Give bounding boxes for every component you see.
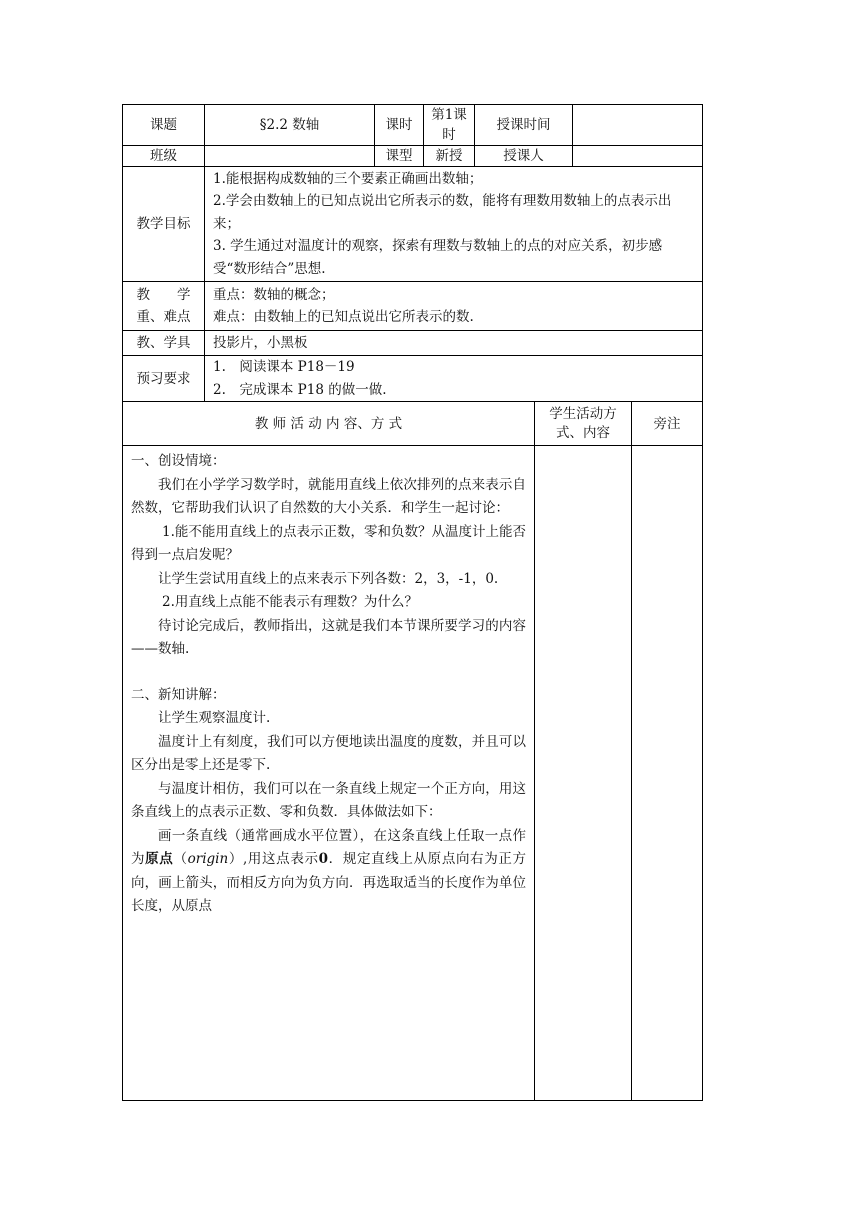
student-activity-content	[535, 446, 632, 1101]
teacher-activity-content	[123, 446, 535, 1101]
preview-item: 1. 阅读课本 P18－19	[213, 359, 355, 375]
objective-item: 2.学会由数轴上的已知点说出它所表示的数，能将有理数用数轴上的点表示出来；	[213, 193, 672, 232]
spacer	[131, 662, 526, 684]
objectives-content	[205, 167, 703, 282]
topic-value: §2.2 数轴	[205, 105, 375, 146]
objective-item: 1.能根据构成数轴的三个要素正确画出数轴；	[213, 170, 483, 187]
paragraph	[131, 825, 526, 919]
question: 2.用直线上点能不能表示有理数？为什么？	[162, 594, 418, 610]
note-content	[632, 446, 703, 1101]
term-zero: 0	[318, 851, 329, 867]
teacher-activity-header: 教 师 活 动 内 容、方 式	[123, 402, 535, 446]
paragraph: 让学生观察温度计.	[158, 710, 271, 726]
tools-label: 教、学具	[123, 331, 205, 356]
teach-time-value	[573, 105, 703, 146]
objectives-label: 教学目标	[123, 167, 205, 282]
text: ．规定直线上从原点向右为正方向，画上箭头，而相反方向为负方向．再选取适当的长度作为单位长度，从原点	[131, 851, 527, 914]
period-value: 第1课时	[424, 105, 475, 146]
question: 1.能不能用直线上的点表示正数，零和负数？从温度计上能否得到一点启发呢？	[131, 523, 526, 563]
key-points-label-line2: 重、难点	[136, 309, 191, 325]
paragraph: 待讨论完成后，教师指出，这就是我们本节课所要学习的内容——数轴.	[131, 617, 526, 657]
preview-content	[205, 356, 703, 402]
note-header: 旁注	[632, 402, 703, 446]
text: ）,用这点表示	[228, 851, 319, 867]
preview-label: 预习要求	[123, 356, 205, 402]
preview-row	[123, 356, 703, 402]
tools-value: 投影片，小黑板	[205, 331, 703, 356]
key-point: 重点：数轴的概念；	[213, 286, 335, 303]
period-label: 课时	[375, 105, 424, 146]
lesson-plan-table	[122, 104, 703, 1101]
objective-item: 3. 学生通过对温度计的观察，探索有理数与数轴上的点的对应关系，初步感受“数形结合”思想.	[213, 238, 663, 277]
section-title: 二、新知讲解：	[131, 686, 226, 703]
preview-item: 2. 完成课本 P18 的做一做.	[213, 381, 387, 398]
student-activity-header: 学生活动方式、内容	[535, 402, 632, 446]
topic-label: 课题	[123, 105, 205, 146]
type-label: 课型	[375, 146, 424, 167]
term-origin: 原点	[145, 851, 174, 867]
key-points-label	[123, 282, 205, 331]
key-points-label-line1: 教 学	[136, 287, 191, 303]
lesson-plan	[122, 104, 702, 1101]
teach-time-label: 授课时间	[475, 105, 573, 146]
difficult-point: 难点：由数轴上的已知点说出它所表示的数.	[213, 309, 474, 325]
activity-header-row	[123, 402, 703, 446]
lesson-body	[131, 450, 526, 919]
key-points-row	[123, 282, 703, 331]
paragraph: 与温度计相仿，我们可以在一条直线上规定一个正方向，用这条直线上的点表示正数、零和负数．具体做法如下：	[131, 780, 526, 820]
text: 画一条直线（通常画成水平位置），在这条直线上任取一点作为	[131, 827, 526, 867]
objectives-row	[123, 167, 703, 282]
text: （	[173, 851, 188, 867]
teacher-label: 授课人	[475, 146, 573, 167]
key-points-content	[205, 282, 703, 331]
header-row-1	[123, 105, 703, 146]
paragraph: 温度计上有刻度，我们可以方便地读出温度的度数，并且可以区分出是零上还是零下.	[131, 733, 526, 773]
activity-content-row	[123, 446, 703, 1101]
teacher-value	[573, 146, 703, 167]
paragraph: 我们在小学学习数学时，就能用直线上依次排列的点来表示自然数，它帮助我们认识了自然数的大小关系．和学生一起讨论：	[131, 476, 526, 516]
header-row-2	[123, 146, 703, 167]
term-origin-english: origin	[187, 851, 229, 867]
tools-row	[123, 331, 703, 356]
type-value: 新授	[424, 146, 475, 167]
class-label: 班级	[123, 146, 205, 167]
section-title: 一、创设情境：	[131, 453, 226, 469]
paragraph: 让学生尝试用直线上的点来表示下列各数：2，3，-1，0.	[158, 570, 499, 587]
class-value	[205, 146, 375, 167]
